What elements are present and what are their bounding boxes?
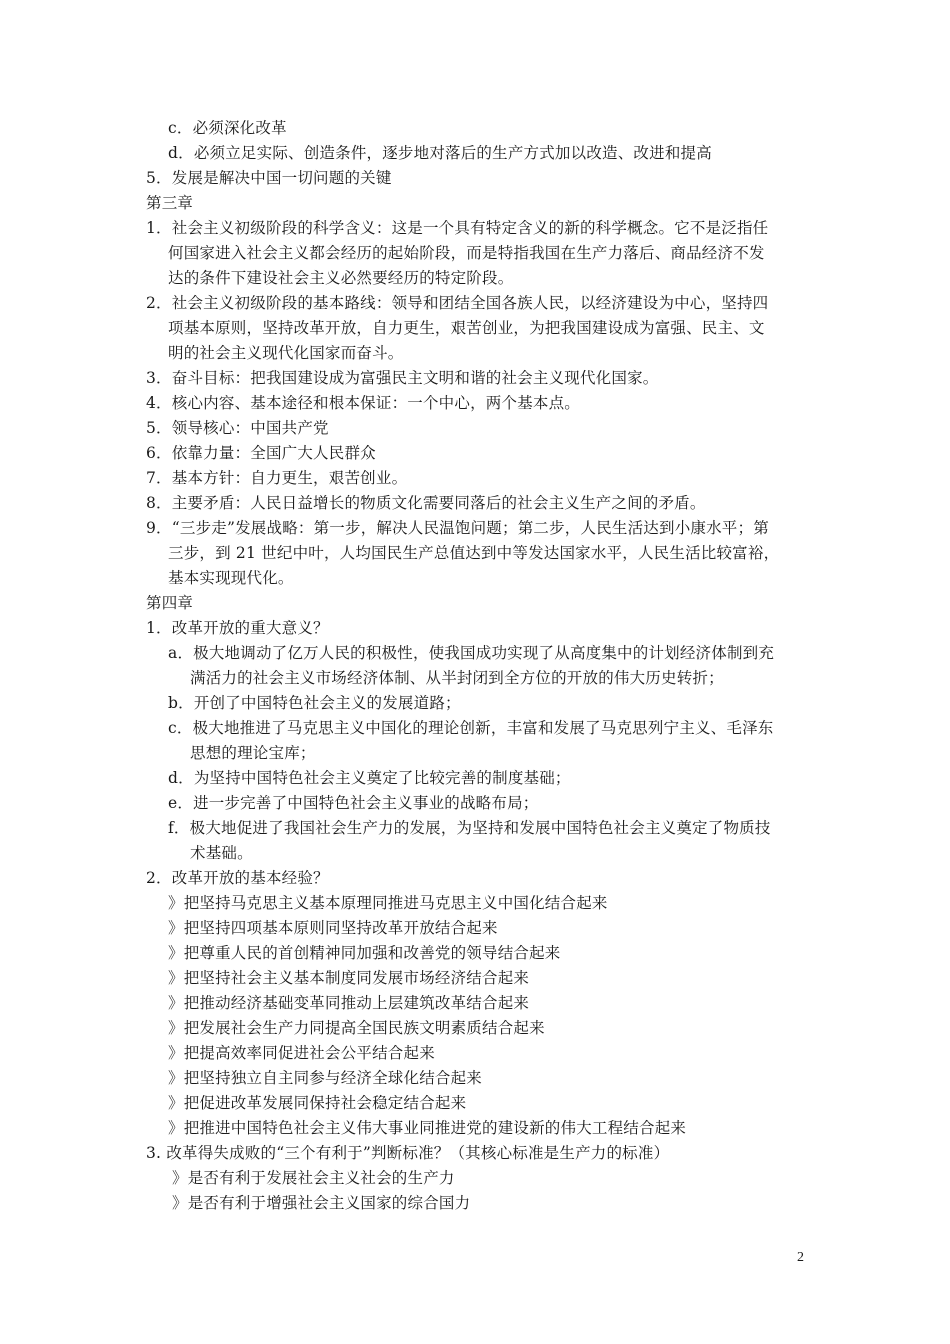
ch4-q3-item: 》是否有利于增强社会主义国家的综合国力 <box>172 1194 471 1212</box>
ch3-p9-line1: 9．“三步走”发展战略：第一步，解决人民温饱问题；第二步，人民生活达到小康水平；第 <box>146 519 769 537</box>
ch4-q1-f-line1: f．极大地促进了我国社会生产力的发展，为坚持和发展中国特色社会主义奠定了物质技 <box>168 819 771 837</box>
ch4-q2: 2．改革开放的基本经验？ <box>146 869 329 887</box>
ch4-q1-b: b．开创了中国特色社会主义的发展道路； <box>168 694 461 712</box>
ch4-q2-item: 》把推动经济基础变革同推动上层建筑改革结合起来 <box>168 994 530 1012</box>
ch4-q1-d: d．为坚持中国特色社会主义奠定了比较完善的制度基础； <box>168 769 571 787</box>
ch4-q2-item: 》把发展社会生产力同提高全国民族文明素质结合起来 <box>168 1019 545 1037</box>
page-number: 2 <box>797 1250 804 1265</box>
ch3-p6: 6．依靠力量：全国广大人民群众 <box>146 444 376 462</box>
ch4-q2-item: 》把推进中国特色社会主义伟大事业同推进党的建设新的伟大工程结合起来 <box>168 1119 687 1137</box>
ch3-p9-line3: 基本实现现代化。 <box>168 569 294 587</box>
ch4-q1-c-line2: 思想的理论宝库； <box>190 744 316 762</box>
ch3-p2-line3: 明的社会主义现代化国家而奋斗。 <box>168 344 404 362</box>
chapter-4-heading: 第四章 <box>146 594 194 612</box>
ch3-p7: 7．基本方针：自力更生，艰苦创业。 <box>146 469 408 487</box>
ch4-q1-c-line1: c．极大地推进了马克思主义中国化的理论创新，丰富和发展了马克思列宁主义、毛泽东 <box>168 719 774 737</box>
ch3-p4: 4．核心内容、基本途径和根本保证：一个中心，两个基本点。 <box>146 394 580 412</box>
ch4-q3-item: 》是否有利于发展社会主义社会的生产力 <box>172 1169 455 1187</box>
ch4-q3: 3. 改革得失成败的“三个有利于”判断标准？（其核心标准是生产力的标准） <box>146 1144 670 1162</box>
ch4-q1-f-line2: 术基础。 <box>190 844 253 862</box>
ch4-q2-item: 》把尊重人民的首创精神同加强和改善党的领导结合起来 <box>168 944 561 962</box>
ch4-q1-a-line1: a．极大地调动了亿万人民的积极性，使我国成功实现了从高度集中的计划经济体制到充 <box>168 644 775 662</box>
prev-item-c: c．必须深化改革 <box>168 119 287 137</box>
ch4-q2-item: 》把促进改革发展同保持社会稳定结合起来 <box>168 1094 467 1112</box>
ch3-p2-line2: 项基本原则，坚持改革开放，自力更生，艰苦创业，为把我国建设成为富强、民主、文 <box>168 319 765 337</box>
prev-point-5: 5．发展是解决中国一切问题的关键 <box>146 169 392 187</box>
ch3-p8: 8．主要矛盾：人民日益增长的物质文化需要同落后的社会主义生产之间的矛盾。 <box>146 494 706 512</box>
ch3-p9-line2: 三步，到 21 世纪中叶，人均国民生产总值达到中等发达国家水平，人民生活比较富裕， <box>168 544 780 562</box>
ch3-p1-line2: 何国家进入社会主义都会经历的起始阶段，而是特指我国在生产力落后、商品经济不发 <box>168 244 765 262</box>
ch4-q2-item: 》把坚持社会主义基本制度同发展市场经济结合起来 <box>168 969 530 987</box>
chapter-3-heading: 第三章 <box>146 194 194 212</box>
ch4-q2-item: 》把坚持独立自主同参与经济全球化结合起来 <box>168 1069 483 1087</box>
ch4-q2-item: 》把提高效率同促进社会公平结合起来 <box>168 1044 435 1062</box>
ch4-q1-e: e．进一步完善了中国特色社会主义事业的战略布局； <box>168 794 539 812</box>
ch4-q2-item: 》把坚持四项基本原则同坚持改革开放结合起来 <box>168 919 498 937</box>
ch3-p1-line3: 达的条件下建设社会主义必然要经历的特定阶段。 <box>168 269 514 287</box>
ch4-q2-item: 》把坚持马克思主义基本原理同推进马克思主义中国化结合起来 <box>168 894 608 912</box>
ch3-p3: 3．奋斗目标：把我国建设成为富强民主文明和谐的社会主义现代化国家。 <box>146 369 659 387</box>
ch3-p5: 5．领导核心：中国共产党 <box>146 419 329 437</box>
prev-item-d: d．必须立足实际、创造条件，逐步地对落后的生产方式加以改造、改进和提高 <box>168 144 712 162</box>
ch4-q1: 1．改革开放的重大意义？ <box>146 619 329 637</box>
ch3-p1-line1: 1．社会主义初级阶段的科学含义：这是一个具有特定含义的新的科学概念。它不是泛指任 <box>146 219 769 237</box>
ch4-q1-a-line2: 满活力的社会主义市场经济体制、从半封闭到全方位的开放的伟大历史转折； <box>190 669 724 687</box>
ch3-p2-line1: 2．社会主义初级阶段的基本路线：领导和团结全国各族人民，以经济建设为中心，坚持四 <box>146 294 769 312</box>
